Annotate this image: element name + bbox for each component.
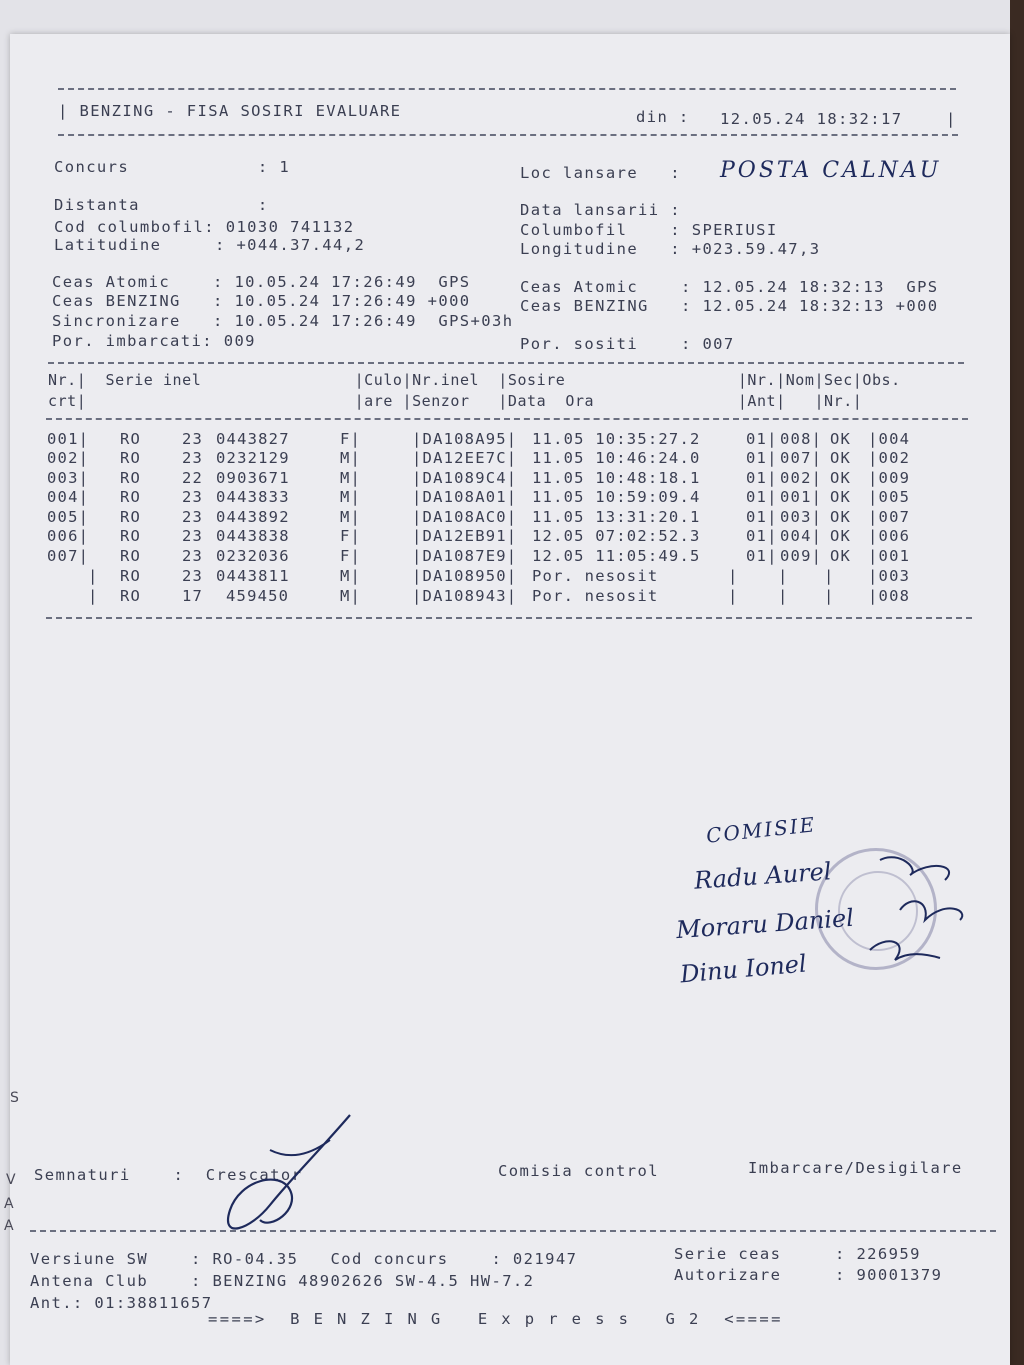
- ceas-benzing-end: Ceas BENZING : 12.05.24 18:32:13 +000: [520, 297, 939, 315]
- cell-country: RO: [120, 547, 142, 565]
- cell-nr: 005|: [47, 508, 90, 526]
- latitudine: Latitudine : +044.37.44,2: [54, 236, 366, 254]
- cell-nom: 001|: [780, 488, 823, 506]
- ceas-benzing-start: Ceas BENZING : 10.05.24 17:26:49 +000: [52, 292, 471, 310]
- cell-country: RO: [120, 527, 142, 545]
- ceas-atomic-end: Ceas Atomic : 12.05.24 18:32:13 GPS: [520, 278, 939, 296]
- date-value: 12.05.24 18:32:17: [720, 110, 903, 128]
- divider: [58, 134, 958, 136]
- divider: [46, 617, 972, 619]
- cell-country: RO: [120, 430, 142, 448]
- cell-senzor: |DA1089C4|: [412, 469, 518, 487]
- cell-country: RO: [120, 488, 142, 506]
- cell-ant: 01|: [746, 449, 778, 467]
- cell-ring: 0903671: [216, 469, 290, 487]
- cell-sec: OK: [830, 527, 852, 545]
- benzing-banner: ====> B E N Z I N G E x p r e s s G 2 <====: [208, 1310, 783, 1328]
- handwritten-name-1: Radu Aurel: [693, 857, 833, 895]
- handwritten-name-3: Dinu Ionel: [679, 949, 808, 989]
- cell-sex: M|: [340, 488, 362, 506]
- table-header-row2: crt| |are |Senzor |Data Ora |Ant| |Nr.|: [48, 392, 863, 410]
- cell-ant: 01|: [746, 469, 778, 487]
- cell-sec: OK: [830, 547, 852, 565]
- autorizare: Autorizare : 90001379: [674, 1266, 943, 1284]
- cell-ant: 01|: [746, 527, 778, 545]
- cell-nr: 007|: [47, 547, 90, 565]
- cell-ant: 01|: [746, 508, 778, 526]
- antena-number: Ant.: 01:38811657: [30, 1294, 213, 1312]
- cell-nom: 004|: [780, 527, 823, 545]
- cell-sex: F|: [340, 430, 362, 448]
- cell-ant: 01|: [746, 488, 778, 506]
- cell-obs: |005: [868, 488, 911, 506]
- cell-obs: |009: [868, 469, 911, 487]
- cell-nom: |: [778, 567, 789, 585]
- cell-country: RO: [120, 587, 142, 605]
- cell-sec: OK: [830, 469, 852, 487]
- table-header-row1: Nr.| Serie inel |Culo|Nr.inel |Sosire |Nr.|Nom|Sec|Obs.: [48, 371, 901, 389]
- cell-country: RO: [120, 469, 142, 487]
- cell-obs: |001: [868, 547, 911, 565]
- cell-ant: |: [728, 567, 739, 585]
- cell-obs: |008: [868, 587, 911, 605]
- cell-nom: 008|: [780, 430, 823, 448]
- cell-ring: 0232036: [216, 547, 290, 565]
- cell-sosire: 11.05 10:35:27.2: [532, 430, 701, 448]
- cell-obs: |006: [868, 527, 911, 545]
- divider: [58, 88, 956, 90]
- cell-obs: |002: [868, 449, 911, 467]
- cell-sex: M|: [340, 449, 362, 467]
- cell-sec: OK: [830, 449, 852, 467]
- cell-obs: |003: [868, 567, 911, 585]
- cell-year: 23: [182, 547, 204, 565]
- distanta: Distanta :: [54, 196, 269, 214]
- signature-strokes: [850, 840, 980, 980]
- cell-senzor: |DA108A95|: [412, 430, 518, 448]
- cell-nr: |: [88, 587, 99, 605]
- ceas-atomic-start: Ceas Atomic : 10.05.24 17:26:49 GPS: [52, 273, 471, 291]
- crescator-signature: [210, 1110, 370, 1250]
- cell-sosire: 12.05 11:05:49.5: [532, 547, 701, 565]
- cell-sec: |: [824, 587, 835, 605]
- header-end-bar: |: [946, 110, 957, 128]
- cell-ring: 0232129: [216, 449, 290, 467]
- cell-ring: 0443827: [216, 430, 290, 448]
- concurs: Concurs : 1: [54, 158, 291, 176]
- cell-year: 23: [182, 430, 204, 448]
- cell-senzor: |DA12EE7C|: [412, 449, 518, 467]
- por-imbarcati: Por. imbarcati: 009: [52, 332, 256, 350]
- cell-senzor: |DA108950|: [412, 567, 518, 585]
- cell-senzor: |DA108943|: [412, 587, 518, 605]
- comisia-control: Comisia control: [498, 1162, 659, 1180]
- columbofil: Columbofil : SPERIUSI: [520, 221, 778, 239]
- cell-nom: 009|: [780, 547, 823, 565]
- cell-sosire: 11.05 13:31:20.1: [532, 508, 701, 526]
- cell-nr: 006|: [47, 527, 90, 545]
- cell-ant: 01|: [746, 430, 778, 448]
- margin-letter: V: [6, 1172, 16, 1188]
- cell-senzor: |DA12EB91|: [412, 527, 518, 545]
- cell-sex: F|: [340, 547, 362, 565]
- cell-year: 17: [182, 587, 204, 605]
- cell-sex: M|: [340, 567, 362, 585]
- cell-sosire: 11.05 10:59:09.4: [532, 488, 701, 506]
- cod-columbofil: Cod columbofil: 01030 741132: [54, 218, 355, 236]
- divider: [48, 362, 964, 364]
- longitudine: Longitudine : +023.59.47,3: [520, 240, 821, 258]
- cell-sex: F|: [340, 527, 362, 545]
- cell-sosire: 12.05 07:02:52.3: [532, 527, 701, 545]
- handwritten-name-2: Moraru Daniel: [675, 903, 855, 945]
- cell-sosire: 11.05 10:46:24.0: [532, 449, 701, 467]
- cell-sosire: Por. nesosit: [532, 587, 659, 605]
- loc-lansare-value: POSTA CALNAU: [720, 158, 942, 183]
- cell-senzor: |DA108AC0|: [412, 508, 518, 526]
- cell-senzor: |DA108A01|: [412, 488, 518, 506]
- cell-obs: |004: [868, 430, 911, 448]
- cell-year: 23: [182, 508, 204, 526]
- cell-ring: 0443811: [216, 567, 290, 585]
- cell-year: 23: [182, 488, 204, 506]
- handwritten-comisie: COMISIE: [705, 812, 818, 848]
- cell-sosire: Por. nesosit: [532, 567, 659, 585]
- cell-ring: 0443838: [216, 527, 290, 545]
- divider: [46, 418, 968, 420]
- data-lansarii: Data lansarii :: [520, 201, 681, 219]
- por-sositi: Por. sositi : 007: [520, 335, 735, 353]
- cell-sec: |: [824, 567, 835, 585]
- cell-sec: OK: [830, 508, 852, 526]
- margin-letter: A: [4, 1218, 14, 1234]
- cell-ring: 0443833: [216, 488, 290, 506]
- cell-nr: 002|: [47, 449, 90, 467]
- cell-country: RO: [120, 567, 142, 585]
- cell-nr: |: [88, 567, 99, 585]
- divider: [30, 1230, 996, 1232]
- cell-sex: M|: [340, 587, 362, 605]
- cell-ant: |: [728, 587, 739, 605]
- cell-obs: |007: [868, 508, 911, 526]
- cell-nr: 004|: [47, 488, 90, 506]
- cell-year: 23: [182, 449, 204, 467]
- imbarcare-desigilare: Imbarcare/Desigilare: [748, 1159, 963, 1177]
- versiune-sw: Versiune SW : RO-04.35 Cod concurs : 021947: [30, 1250, 578, 1268]
- margin-letter: S: [10, 1090, 19, 1106]
- sincronizare: Sincronizare : 10.05.24 17:26:49 GPS+03h: [52, 312, 514, 330]
- cell-year: 22: [182, 469, 204, 487]
- cell-sec: OK: [830, 488, 852, 506]
- cell-sec: OK: [830, 430, 852, 448]
- cell-sex: M|: [340, 508, 362, 526]
- cell-nom: |: [778, 587, 789, 605]
- cell-ring: 0443892: [216, 508, 290, 526]
- cell-nom: 007|: [780, 449, 823, 467]
- semnaturi-crescator: Semnaturi : Crescator: [34, 1166, 303, 1184]
- cell-ant: 01|: [746, 547, 778, 565]
- cell-year: 23: [182, 567, 204, 585]
- cell-nr: 001|: [47, 430, 90, 448]
- margin-letter: A: [4, 1196, 14, 1212]
- serie-ceas: Serie ceas : 226959: [674, 1245, 921, 1263]
- document-title: | BENZING - FISA SOSIRI EVALUARE: [58, 102, 402, 120]
- antena-club: Antena Club : BENZING 48902626 SW-4.5 HW-7.2: [30, 1272, 535, 1290]
- cell-sex: M|: [340, 469, 362, 487]
- cell-senzor: |DA1087E9|: [412, 547, 518, 565]
- cell-country: RO: [120, 449, 142, 467]
- loc-lansare-label: Loc lansare :: [520, 164, 681, 182]
- cell-nom: 002|: [780, 469, 823, 487]
- cell-year: 23: [182, 527, 204, 545]
- cell-nr: 003|: [47, 469, 90, 487]
- cell-nom: 003|: [780, 508, 823, 526]
- cell-ring: 459450: [226, 587, 290, 605]
- cell-country: RO: [120, 508, 142, 526]
- cell-sosire: 11.05 10:48:18.1: [532, 469, 701, 487]
- date-label: din :: [636, 108, 690, 126]
